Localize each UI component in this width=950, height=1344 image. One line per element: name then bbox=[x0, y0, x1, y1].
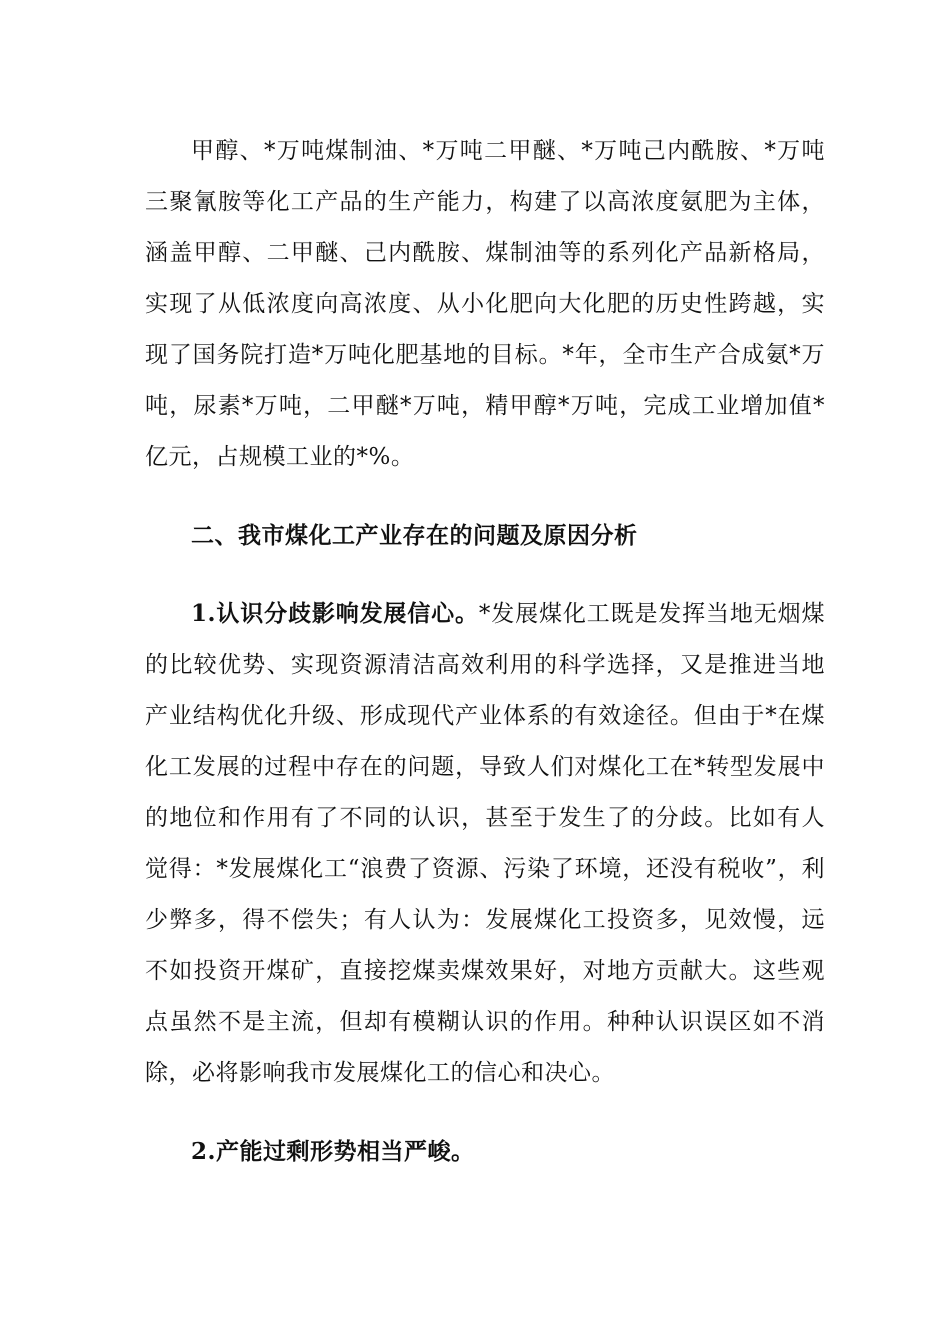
spacer bbox=[145, 561, 825, 588]
spacer bbox=[145, 483, 825, 510]
document-body bbox=[145, 126, 825, 1177]
section-heading-problems: 二、我市煤化工产业存在的问题及原因分析 bbox=[191, 522, 638, 549]
item-2-heading: 2.产能过剩形势相当严峻。 bbox=[191, 1138, 475, 1165]
paragraph-production-capacity: 甲醇、*万吨煤制油、*万吨二甲醚、*万吨己内酰胺、*万吨三聚氰胺等化工产品的生产能力，构建了以高浓度氨肥为主体，涵盖甲醇、二甲醚、己内酰胺、煤制油等的系列化产品新格局，实现了从低浓度向高浓度、从小化肥向大化肥的历史性跨越，实现了国务院打造*万吨化肥基地的目标。*年，全市生产合成氨*万吨，尿素*万吨，二甲醚*万吨，精甲醇*万吨，完成工业增加值*亿元，占规模工业的*%。 bbox=[145, 138, 825, 470]
spacer bbox=[145, 1099, 825, 1126]
paragraph-item-1 bbox=[145, 588, 825, 1099]
item-1-body: *发展煤化工既是发挥当地无烟煤的比较优势、实现资源清洁高效利用的科学选择，又是推进当地产业结构优化升级、形成现代产业体系的有效途径。但由于*在煤化工发展的过程中存在的问题，导致人们对煤化工在*转型发展中的地位和作用有了不同的认识，甚至于发生了的分歧。比如有人觉得：*发展煤化工“浪费了资源、污染了环境，还没有税收”，利少弊多，得不偿失；有人认为：发展煤化工投资多，见效慢，远不如投资开煤矿，直接挖煤卖煤效果好，对地方贡献大。这些观点虽然不是主流，但却有模糊认识的作用。种种认识误区如不消除，必将影响我市发展煤化工的信心和决心。 bbox=[145, 601, 825, 1086]
item-1-lead: 1.认识分歧影响发展信心。 bbox=[191, 600, 479, 627]
